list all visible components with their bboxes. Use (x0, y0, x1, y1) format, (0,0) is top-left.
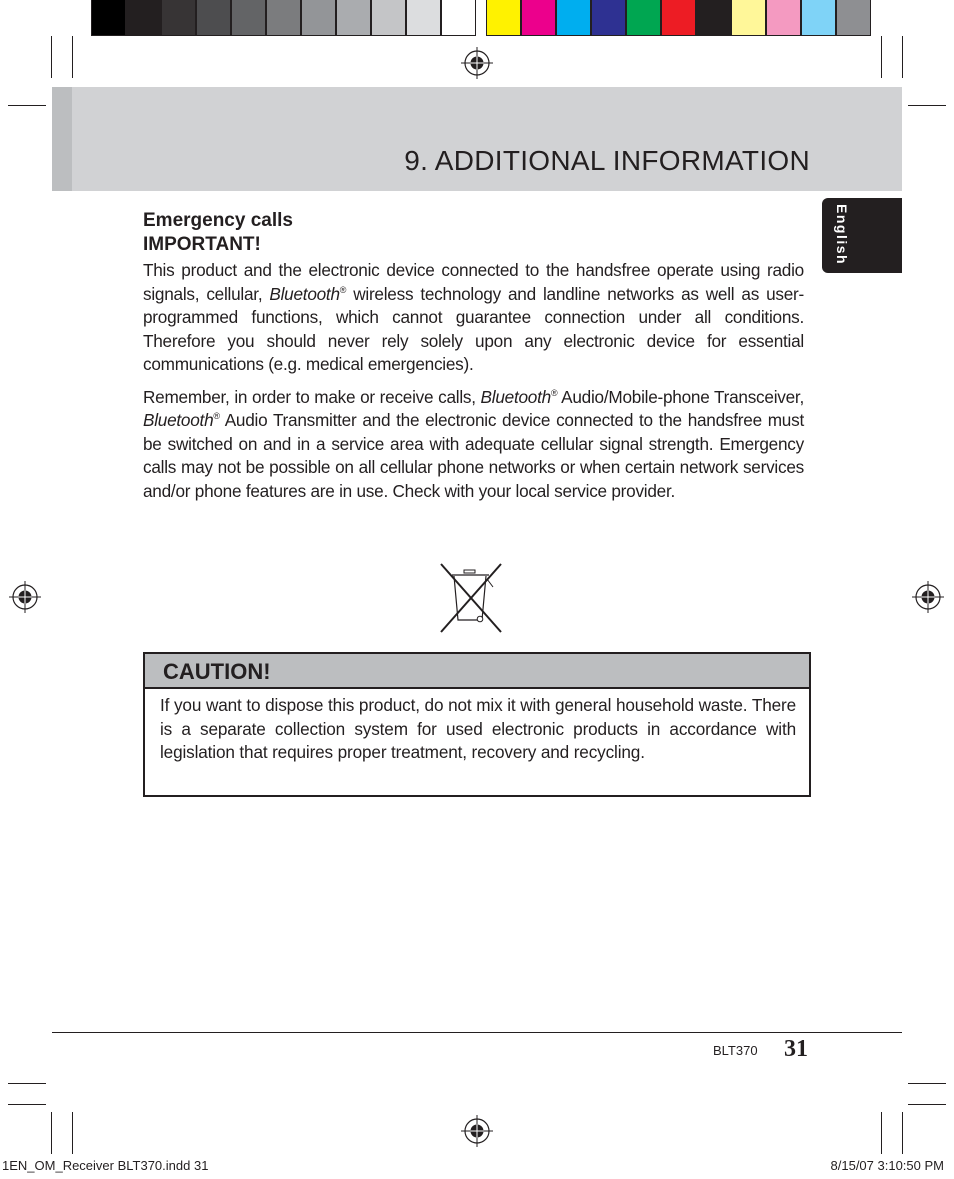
color-swatch (161, 0, 196, 36)
color-swatch (626, 0, 661, 36)
footer-rule (52, 1032, 902, 1033)
crop-mark (8, 1104, 46, 1105)
weee-crossed-bin-icon (437, 561, 505, 635)
crop-mark (908, 105, 946, 106)
gray-swatch-group (91, 0, 476, 36)
color-calibration-bar (91, 0, 871, 36)
registered-mark: ® (550, 387, 558, 398)
registration-mark-icon (8, 580, 42, 614)
color-swatch (661, 0, 696, 36)
crop-mark (51, 1112, 52, 1154)
text-run: Audio Transmitter and the electronic device connected to the handsfree must be switched on and in a service area with adequate cellular signal strength. Emergency calls may not be possible on all cellular phone networks or when certain network services and/or phone features are in use. Check with your local service provider. (143, 410, 804, 501)
crop-mark (902, 1112, 903, 1154)
color-swatch (766, 0, 801, 36)
crop-mark (881, 36, 882, 78)
text-run: Audio/Mobile-phone Transceiver, (557, 386, 804, 407)
crop-mark (8, 1083, 46, 1084)
color-swatch (196, 0, 231, 36)
crop-mark (902, 36, 903, 78)
crop-mark (72, 36, 73, 78)
color-swatch (556, 0, 591, 36)
color-swatch (266, 0, 301, 36)
paragraph-2 (143, 386, 804, 504)
color-swatch (371, 0, 406, 36)
timestamp-slug: 8/15/07 3:10:50 PM (830, 1158, 944, 1173)
registered-mark: ® (339, 284, 347, 295)
color-swatch (301, 0, 336, 36)
page-title: 9. ADDITIONAL INFORMATION (404, 145, 810, 176)
text-run: wireless technology and landline networks as well as user-programmed functions, which cannot guarantee connection under all conditions. Therefore you should never rely solely upon any electronic device for essential communications (e.g. medical emergencies). (143, 283, 805, 374)
color-swatch (91, 0, 126, 36)
important-heading: IMPORTANT! (143, 234, 261, 255)
text-run: Remember, in order to make or receive calls, (143, 386, 481, 407)
caution-box (143, 652, 811, 797)
color-swatch (591, 0, 626, 36)
color-swatch (441, 0, 476, 36)
color-swatch (836, 0, 871, 36)
registration-mark-icon (911, 580, 945, 614)
color-swatch (231, 0, 266, 36)
color-swatch (486, 0, 521, 36)
model-number: BLT370 (713, 1043, 758, 1058)
main-content (143, 209, 804, 503)
crop-mark (8, 105, 46, 106)
color-swatch-group (486, 0, 871, 36)
registered-mark: ® (213, 411, 220, 421)
brand-text: Bluetooth (480, 386, 551, 407)
color-swatch (731, 0, 766, 36)
caution-title: CAUTION! (163, 659, 271, 684)
crop-mark (908, 1104, 946, 1105)
crop-mark (881, 1112, 882, 1154)
color-swatch (406, 0, 441, 36)
color-swatch (126, 0, 161, 36)
paragraph-1 (143, 259, 804, 377)
registration-mark-icon (460, 46, 494, 80)
brand-text: Bluetooth (269, 283, 340, 304)
section-heading: Emergency calls (143, 210, 293, 231)
header-accent (52, 87, 72, 191)
language-tab-label: English (834, 204, 850, 266)
registration-mark-icon (460, 1114, 494, 1148)
color-swatch (336, 0, 371, 36)
color-swatch (801, 0, 836, 36)
crop-mark (51, 36, 52, 78)
text-run: This product and the electronic device connected to the handsfree operate using radio signals, cellular, (143, 260, 804, 304)
color-swatch (521, 0, 556, 36)
file-slug: 1EN_OM_Receiver BLT370.indd 31 (2, 1158, 209, 1173)
language-tab (822, 198, 902, 273)
caution-text: If you want to dispose this product, do not mix it with general household waste. There is a separate collection system for used electronic products in accordance with legislation that requires proper treatment, recovery and recycling. (160, 695, 796, 762)
crop-mark (72, 1112, 73, 1154)
color-swatch (696, 0, 731, 36)
crop-mark (908, 1083, 946, 1084)
brand-text: Bluetooth (143, 410, 214, 430)
page-number: 31 (784, 1036, 808, 1062)
